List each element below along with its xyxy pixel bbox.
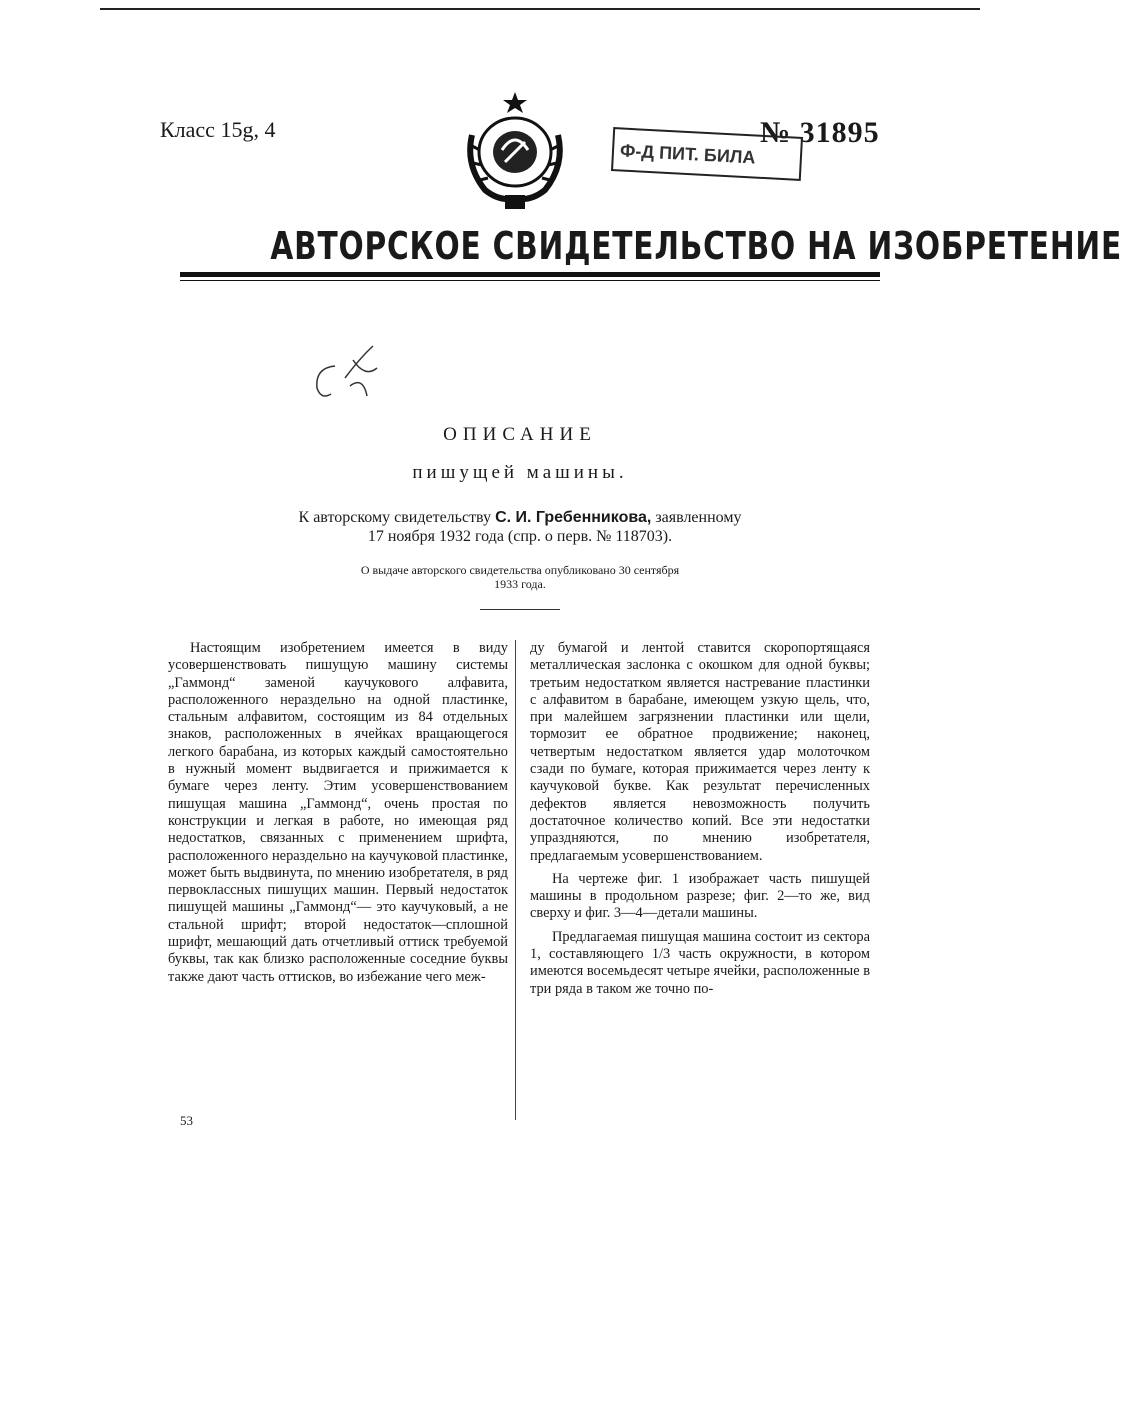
author-line-2: 17 ноября 1932 года (спр. о перв. № 118703). (367, 528, 673, 545)
author-name: С. И. Гребенникова, (495, 509, 652, 526)
paragraph: ду бумагой и лентой ставится скоропортящаяся металлическая заслонка с окошком для одной буквы; третьим недостатком является настревание пластинки с алфавитом в барабане, имеющем узкую щель, что, при малейшем загрязнении пластинки или щели, тормозит ее обратное продвижение; наконец, четвертым недостатком является удар молоточком сзади по бумаге, которая прижимается через ленту к каучуковой букве. Как результат перечисленных дефектов является невозможность получить достаточное количество копий. Все эти недостатки упраздняются, по мнению изобретателя, предлагаемым усовершенствованием. (530, 640, 870, 864)
short-divider (480, 609, 560, 610)
heading-rule-thin (180, 280, 880, 281)
paragraph: Предлагаемая пишущая машина состоит из сектора 1, составляющего 1/3 часть окружности, в котором имеются восемьдесят четыре ячейки, расположенные в три ряда в таком же точно по- (530, 928, 870, 997)
library-stamp: Ф-Д ПИТ. БИЛА (611, 127, 803, 181)
section-title: ОПИСАНИЕ (443, 424, 597, 445)
heading-rule-thick (180, 272, 880, 277)
text-column-left (168, 640, 508, 986)
column-divider (515, 640, 516, 1120)
handwritten-mark (305, 338, 395, 408)
page-number: 53 (180, 1113, 193, 1128)
publication-line-1: О выдаче авторского свидетельства опубликовано 30 сентября (360, 563, 680, 577)
publication-line-2: 1933 года. (494, 577, 546, 591)
patent-number: № 31895 (760, 116, 880, 149)
paragraph: На чертеже фиг. 1 изображает часть пишущей машины в продольном разрезе; фиг. 2—то же, вид сверху и фиг. 3—4—детали машины. (530, 870, 870, 922)
author-prefix: К авторскому свидетельству (298, 509, 492, 526)
paragraph: Настоящим изобретением имеется в виду усовершенствовать пишущую машину системы „Гаммонд“ заменой каучукового алфавита, расположенного нераздельно на одной пластинке, стальным алфавитом, состоящим из 84 отдельных знаков, расположенных в ячейках вращающегося легкого барабана, из которых каждый самостоятельно в нужный момент выдвигается и прижимается к бумаге через ленту. Этим усовершенствованием пишущая машина „Гаммонд“, очень простая по конструкции и легкая в работе, но имеющая ряд недостатков, связанных с применением шрифта, расположенного нераздельно на каучуковой пластинке, может быть выдвинута, по мнению изобретателя, в ряд первоклассных пишущих машин. Первый недостаток пишущей машины „Гаммонд“— это каучуковый, а не стальной шрифт; второй недостаток—сплошной шрифт, мешающий дать отчетливый оттиск требуемой буквы, так как близко расположенные соседние буквы также дают часть оттисков, во избежание чего меж- (168, 640, 508, 985)
author-suffix: заявленному (655, 509, 742, 526)
publication-note (250, 563, 790, 591)
top-border-line (100, 8, 980, 10)
main-heading: АВТОРСКОЕ СВИДЕТЕЛЬСТВО НА ИЗОБРЕТЕНИЕ (270, 224, 1122, 268)
section-subtitle: пишущей машины. (412, 462, 628, 483)
text-column-right (530, 640, 870, 998)
class-label: Класс 15g, 4 (160, 117, 276, 142)
author-statement (230, 508, 810, 546)
state-emblem-icon (450, 90, 580, 215)
